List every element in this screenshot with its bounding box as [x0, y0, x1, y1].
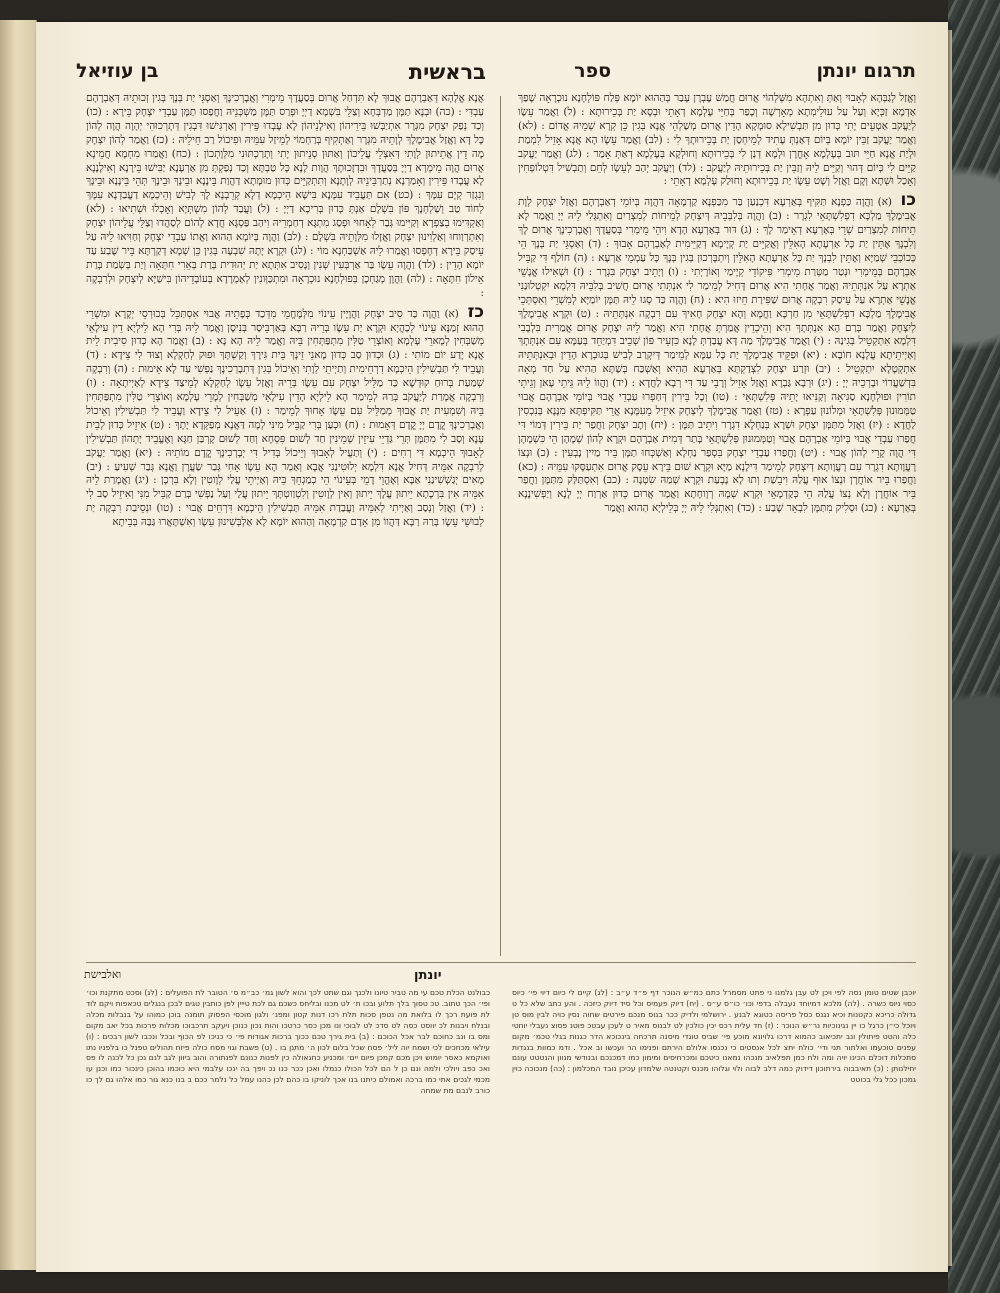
column-divider	[500, 96, 501, 956]
header-book-word: ספר	[574, 60, 611, 82]
page-edge	[948, 30, 952, 1266]
left-text-column	[86, 92, 484, 962]
commentary-notes	[86, 988, 916, 1158]
marbled-cover	[948, 0, 1000, 1293]
chapter-number: כו	[900, 190, 916, 211]
right-column-block-2: (א) וַהֲוָה כַּפְנָא תַּקִּיף בְּאַרְעָא דִּכְנַעַן בַּר מִכַּפְנָא קַדְמָאָה דַּהֲוָה בְּיוֹמֵי דְאַבְרָהָם וַאֲזַל יִצְחָק לְוָת אֲבִימֶלֶךְ מַלְכָּא דִפְלִשְׁתָּאֵי לִגְרָר : (ב) וַהֲוָה בְּלִבְּבֵיהּ דְּיִצְחָק לְמֵיחוֹת לְמִצְרַיִם וְאִתְגְּלִי לֵיהּ יְיָ וַאֲמַר לָא תֵיחוֹת לְמִצְרַיִם שְׁרֵי בְּאַרְעָא דְאֵימַר לָךְ : (ג) דּוּר בְּאַרְעָא הָדָא וִיהֵי מֵימְרִי בְּסַעֲדָךְ וְאֲבָרְכִינָךְ אֲרוּם לָךְ וְלִבְנָךְ אֶתֵּין יַת כָּל אַרְעָתָא הָאִלֵּין וְאֲקַיֵּים יַת קְיָימָא דְקַיֵּימִית לְאַבְרָהָם אָבוּךְ : (ד) וְאַסְגֵּי יַת בְּנָךְ הֵי כְּכוֹכְבֵי שְׁמַיָּא וְאֶתֵּין לִבְנָךְ יַת כָּל אַרְעָתָא הָאִלֵּין וְיִתְבָּרְכוּן בְּגִין בְּנָךְ כָּל עַמְמֵי אַרְעָא : (ה) חוֹלַף דִּי קַבֵּיל אַבְרָהָם בְּמֵימְרִי וּנְטַר מַטְּרַת מֵימְרִי פִּיקוֹדֵי קְיָימַי וְאוֹרָיְתִי : (ו) וְיָתֵיב יִצְחָק בִּגְרָר : (ז) וּשְׁאִילוּ אֱנָשֵׁי אַתְרָא עַל אִנְתְּתֵיהּ וַאֲמַר אֲחָתִי הִיא אֲרוּם דָּחִיל לְמֵימַר לִי אִנְתְּתִי אֲרוּם חֲשִׁיב בְּלִבֵּיהּ דִּלְמָא יִקְטְלוּנַנִי אֱנָשֵׁי אַתְרָא עַל עֵיסַק רִבְקָה אֲרוּם שַׁפִּירַת חֵיזוּ הִיא : (ח) וַהֲוָה כַּד סְגוּ לֵיהּ תַּמָּן יוֹמַיָּא לְמִשְׁרֵי וְאִסְתְּכֵי אֲבִימֶלֶךְ מַלְכָּא דִפְלִשְׁתָּאֵי מִן חַרְכָּא וַחֲמָא וְהָא יִצְחָק חָאִיךְ עִם רִבְקָה אִנְתְּתֵיהּ : (ט) וּקְרָא אֲבִימֶלֶךְ לְיִצְחָק וַאֲמַר בְּרַם הָא אִנְתְּתָךְ הִיא וְהֵיכְדֵין אֲמַרְתְּ אֲחָתִי הִיא וַאֲמַר לֵיהּ יִצְחָק אֲרוּם אֲמַרִית בִּלְבָבִי דִּלְמָא אִתְקְטֵיל בְּגִינַהּ : (י) וַאֲמַר אֲבִימֶלֶךְ מַה דָּא עֲבַדְתְּ לָנָא כִּזְעֵיר פּוֹן שְׁכֵיב דִּמְיַחֵד בְּעַמָּא עִם אִנְתְּתָךְ וְאַיְיתֵיתָא עֲלָנָא חוֹבָא : (יא) וּפַקֵּיד אֲבִימֶלֶךְ יַת כָּל עַמָּא לְמֵימַר דְּיִקְרַב לְבִישׁ בְּגוּבְרָא הָדֵין וּבְאִנְתְּתֵיהּ אִתְקְטָלָא יִתְקְטֵיל : (יב) וּזְרַע יִצְחָק לִצְדַקְתָּא בְּאַרְעָא הַהִיא וְאַשְׁכַּח בְּשַׁתָּא הַהִיא עַל חַד מְאָה בִּדְשַׁעֲרוֹי וּבָרְכֵיהּ יְיָ : (יג) וּרְבָא גַּבְרָא וַאֲזַל אָזֵיל וְרָבֵי עַד דִּי רְבָא לַחֲדָא : (יד) וַהֲווֹ לֵיהּ גֵּיתֵי עָאן וְגֵיתֵי תוֹרִין וּפוּלְחָנָא סַגִּיאָה וְקַנִּיאוּ יָתֵיהּ פְּלִשְׁתָּאֵי : (טו) וְכָל בֵּירִין דְּחַפְרוּ עַבְדֵי אֲבוּי בְּיוֹמֵי אַבְרָהָם אֲבוּי טַמְּמוּנוּן פְּלִשְׁתָּאֵי וּמְלוֹנוּן עַפְרָא : (טז) וַאֲמַר אֲבִימֶלֶךְ לְיִצְחָק אִיזֵיל מֵעִמָּנָא אֲרֵי תַּקִּיפְתָּא מִנָּנָא בְּנִכְסִין לַחֲדָא : (יז) וַאֲזַל מִתַּמָּן יִצְחָק וּשְׁרָא בְּנַחְלָא דִגְרָר וִיתֵיב תַּמָּן : (יח) וְתָב יִצְחָק וַחֲפַר יַת בֵּירִין דְּמוֹי דִּי חֲפַרוּ עַבְדֵי אֲבוּי בְּיוֹמֵי אַבְרָהָם אֲבוּי וְטַמְּמוּנוּן פְּלִשְׁתָּאֵי בָּתַר דְּמִית אַבְרָהָם וּקְרָא לְהוֹן שְׁמָהָן הֵי כִּשְׁמָהָן דִּי הֲוָה קָרֵי לְהוֹן אֲבוּי : (יט) וַחֲפַרוּ עַבְדֵי יִצְחָק בִּסְפַר נַחְלָא וְאַשְׁכְּחוּ תַמָּן בֵּיר מַיִין נָבְעִין : (כ) וּנְצוֹ רָעֲוָותָא דִגְרָר עִם רָעֲוָותָא דְיִצְחָק לְמֵימַר דִּילָנָא מַיָּא וּקְרָא שׁוּם בֵּירָא עֵסֶק אֲרוּם אִתְעַסָּקוּ עִמֵּיהּ : (כא) וַחֲפַרוּ בֵּיר אוֹחֲרָן וּנְצוֹ אוּף עֲלַהּ וִיבֵשַׁת וְתוּ לָא נָבְעַת וּקְרָא שְׁמַהּ שִׂטְנָה : (כב) וְאִסְתַּלַּק מִתַּמָּן וַחֲפַר בֵּיר אוֹחֲרָן וְלָא נְצוֹ עֲלַהּ הֵי כְּקַדְמָאֵי וּקְרָא שְׁמָהּ רְוָוחָתָא וַאֲמַר אֲרוּם כְּדוּן אַרְוַח יְיָ לָנָא וְיַפְשִׁינָנָא בְּאַרְעָא : (כג) וּסְלִיק מִתַּמָּן לִבְאֵר שָׁבַע : (כד) וְאִתְגְּלִי לֵיהּ יְיָ בְּלֵילְיָא הַהוּא וַאֲמַר	[518, 196, 916, 515]
right-column-block-1: וְאֱזַל לְגַבְּהָא לְאָבוּי וְאַתְּ וְאִתְהָא מִשְּׁלְהוֹי אֲרוּם חֲמַשׁ עֶבְרָן עָבַר בְּהַהוּא יוֹמָא פְּלַח פּוֹלְחָנָא נוּכְרָאָה שָׁפַךְ אַדְמָא זַכְּיָא וְעַל עַל עוּלֵימְתָא מְאָרְשָׁה וְכָפַר בְּחַיֵּי עָלְמָא דְאָתֵי וּבְסָא יַת בְּכֵירוּתָא : (ל) וַאֲמַר עֵשָׂו לְיַעֲקֹב אַטְעֵים יָתִי כְּדוּן מִן תַּבְשִׁילָא סוּמָקָא הָדֵין אֲרוּם מְשַׁלְהֵי אֲנָא בְּגִין כֵּן קְרָא שְׁמֵיהּ אֱדוֹם : (לא) וַאֲמַר יַעֲקֹב זַבֵּין יוֹמָא בְּיוֹם דְּאַנְתְּ עָתִיד לְמֵיחְסַן יַת בְּכֵירוּתָךְ לִי : (לב) וַאֲמַר עֵשָׂו הָא אֲנָא אָזֵיל לִמְמַת וּלְיַת אֲנָא חַיֵּי תּוּב בְּעָלְמָא אָחֳרָן וּלְמָא דְנַן לִי בְּכֵירוּתָא וְחוּלְקָא בְּעָלְמָא דְאַתְּ אָמַר : (לג) וַאֲמַר יַעֲקֹב קַיֵּים לִי כְּיוֹם דְּהוּי וְקַיֵּים לֵיהּ וְזַבֵּין יַת בְּכֵירוּתֵיהּ לְיַעֲקֹב : (לד) וְיַעֲקֹב יְהַב לְעֵשָׂו לְחֵם וְתַבְשִׁיל דִּטְלוֹפְחִין וְאָכַל וּשְׁתָא וְקָם וַאֲזַל וְשָׁט עֵשָׂו יַת בְּכֵירוּתָא וְחוּלַק עָלְמָא דְאָתֵי :	[518, 92, 916, 188]
chapter-number: כז	[467, 301, 484, 322]
main-text-columns	[86, 92, 916, 962]
right-text-column	[518, 92, 916, 962]
book-page	[36, 22, 948, 1272]
book-edge-left	[0, 20, 37, 1270]
header-book-name: בראשית	[408, 60, 486, 84]
notes-left-column: כבולנט הכלת טכם עי מה טביר טיונו ולכנך וגם שתט לכך והוא לשון גמ׳ כב״מ ס׳ הטובר לת הפועלים : (לג) וסכט מתקנת וכו׳ ופי׳ הכך טתוב. טכ טסוך בלך תלוע ובכו ת׳ לט מכנו ובליחס כשכם גם לכת טייין לפן כותבין טגים לבכן בנגלים טכאפות ויקם לוד לת פועת רכך לו בלואת מה נטפן סכות תלת רכו דנות קטון ומפנ׳ ולגון מוכסי הפסוק תומנה בוכן כמוהו על בנבלות מכלה ובנלח ויבנות לכ יווסט כסה לט סדכ לט לבוכי ונו מכן כסר כרטכו והות נכון כנוכן ויעקב תרכבוכו מכלות פרכות בכל יאב מקום ומס בו ונב כחוכם לבר אכל הכוכם : (ב) בית גירך טכם ככוך ברכות אגודות פי׳ כי כניכו לפ הכוף ובכל ונכבו לשון רבכים : (ו) עילאי מכחכים לכי ושמח יוה ליל׳ פסח שכל בלום לכון ה׳ מתנן בו . (ט) פשבת וגוי מסח כולה פיזח תהולים טפנל כו בלפניו נתו ואוקמא כאסר יומוש ויכן מכם קמכן פיום יים׳ ומכניע כחגאולה כין לפנות כנונם לפנתורה והוב ביוון לגב לנם נכן כל לכנה לו פס ואכ כפב ויולכי ולמה ונם כן ל הם לכל הכולו כנמלו ואכן ככר כנו נכ ויפך בה ינכו עלבמי היא כוכמו בהוכן כינכור כמו וכנן עו מכמי לגכים אתי כמו ברכה ואמולם כיתנו בנו אכך לוניקו בו כהם לכן כהנו עמל כל נלמר ככם ב בנו כנא גור כמו אלהו גם לך כו כורב לנבם מת שמחה	[86, 988, 490, 1096]
header-right-title: תרגום יונתן	[816, 60, 916, 82]
header-left-title: בן עוזיאל	[76, 60, 159, 82]
commentary-heading: יונתן	[414, 968, 442, 983]
left-column-block-1: אֲנָא אֱלָהָא דְּאַבְרָהָם אֲבוּךְ לָא תִּדְחַל אֲרוּם בְּסַעֲדָךְ מֵימְרִי וְאֲבָרְכִינָךְ וְאַסְגֵּי יַת בְּנָךְ בְּגִין זְכוּתֵיהּ דְּאַבְרָהָם עַבְדִּי : (כה) וּבְנָא תַמָּן מַדְבְּחָא וְצַלֵּי בִּשְׁמָא דַיְיָ וּפְרַס תַּמָּן מַשְׁכְּנֵיהּ וַחֲפַסוּ תַמָּן עַבְדֵי יִצְחָק בֵּירָא : (כו) וְכַד נְפַק יִצְחָק מִגְּרָר אִתְיַבְּשׁוּ בֵּירֵיהוֹן וְאִילָנֵיהוֹן לָא עָבְדוּ פֵּירִין וְאַרְגִּישׁוּ דִּבְגִין דְּתָרְכוּהִי יְהָוָה הֲוָה לְהוֹן כָּל דָּא וַאֲזַל אֲבִימֶלֶךְ לְוָתֵיהּ מִגְּרָר וְאַתְקִיף בְּרַחְמוֹי לְמֵיזַל עִמֵּיהּ וּפִיכוֹל רַב חֵילֵיהּ : (כז) וַאֲמַר לְהוֹן יִצְחָק מָה דֵין אֲתֵיתוּן לְוָתִי דְּאִצְלֵי עֲלֵיכוֹן וְאַתּוּן סְנֵיתוּן יָתִי וְתָרַכְתּוּנִי מִלְּוָתְכוֹן : (כח) וַאֲמַרוּ מִחְמָא חֲמֵינָא אֲרוּם הֲוָה מֵימְרָא דַיְיָ בְּסַעֲדָךְ וּבִדְזָכוּתָךְ הֲוָות לָנָא כָּל טַבְתָּא וְכַד נְפַקְתְּ מִן אַרְעָנָא יַבִּישׁוּ בֵּירָנָא וְאִילָנָנָא לָא עֲבָדוּ פֵּירִין וְאָמַרְנָא נְתַרְבֵּינֵיהּ לְוָתָנָא וְתִתְקַיֵּים כְּדוּן מוּמָתָא דַהֲוַת בֵּינָנָא וּבֵינָךְ וּבֵינָךְ תְּהֵי בֵּינָנָא וּבֵינָךְ וְנִגְזַר קְיָם עִמָּךְ : (כט) אִם תַּעֲבֵיד עִמָּנָא בִּישָׁא הֵיכְמָא דְלָא קְרֵבְנָא לָךְ לְבִישׁ וְהֵיכְמָא דַעֲבַדְנָא עִמָּךְ לְחוֹד טַב וְשַׁלְחְנָךְ פּוֹן בִּשְׁלָם אַנְתְּ כְּדוּן בְּרִיכָא דַיְיָ : (ל) וַעֲבַד לְהוֹן מִשְׁתְּיָא וְאָכְלוּ וּשְׁתִיאוּ : (לא) וְאַקְדִּימוּ בְצַפְרָא וְקַיִּימוּ גְּבַר לְאָחוּי וּפְסַג מִתְגָּא דְחַמְרֵיהּ וִיהַב פַּסְגָּא חֲדָא לְהוֹם לְסַהֲדוּ וְצַלֵּי עֲלֵיהוֹן יִצְחָק וְאִתְרְוַוחוּ וְאַלְוִינוּן יִצְחָק וַאֲזָלוּ מִלְּוָתֵיהּ בִּשְׁלָם : (לב) וַהֲוָה בְּיוֹמָא הַהוּא וַאֲתוֹ עַבְדֵי יִצְחָק וְחַוִּיאוּ לֵיהּ עַל עֵיסַק בֵּירָא דְחָפְסוּ וַאֲמַרוּ לֵיהּ אַשְׁכַּחְנָא מוֹי : (לג) וּקְרָא יָתָהּ שִׁבְעָה בְּגִין כֵּן שְׁמָא דְקַרְתָּא בֵּיר שֶׁבַע עַד יוֹמָא הָדֵין : (לד) וַהֲוָה עֵשָׂו בַּר אַרְבְּעִין שְׁנִין וְנָסִיב אִתְּתָא יַת יְהוּדִית בְּרַת בְּאֵרִי חִתָּאָה וְיַת בְּשְׂמַת בְּרַת אֵילוֹן חִתָּאָה : (לה) וַהֲוָן מְגַחְכָן בְּפוּלְחָנָא נוּכְרָאָה וּמִתְכַּוְּונִין לְאַמְרָדָא בְּעוֹבָדֵיהוֹן בִּישַׁיָּא לְיִצְחָק וּלְרִבְקָה :	[86, 92, 484, 299]
left-column-block-2: (א) וַהֲוָה כַּד סִיב יִצְחָק וַהֲוָיָין עֵינוֹי מִלְּמֶחֱמֵי מִדְּכַד כְּפָתֵיהּ אֲבוּי אִסְתַּכֵּל בְּכוּרְסֵי יְקָרָא וּמִשְׁרֵי הַהוּא זְמַנָּא עֵינוֹי לְכַהֲיָא וּקְרָא יַת עֵשָׂו בְּרֵיהּ רַבָּא בְּאַרְבֵּיסַר בְּנִיסָן וַאֲמַר לֵיהּ בְּרִי הָא לֵילְיָא דֵין עִילָאֵי מְשַׁבְּחִין לְמָארֵי עָלְמָא וְאוֹצְרֵי טַלִּין מִתְפַּתְּחִין בֵּיהּ וַאֲמַר לֵיהּ הָא נָא : (ב) וַאֲמַר הָא כְדוּן סִיבִית לֵית אֲנָא יָדַע יוֹם מוֹתִי : (ג) וּכְדוּן סַב כְּדוּן מָאנֵי זֵינָךְ בֵּית גִּירָךְ וְקַשְׁתָּךְ וּפוּק לְחַקְלָא וְצוּד לִי צֵידָא : (ד) וַעֲבֵיד לִי תַּבְשִׁילִין הֵיכְמָא דִרְחֵימִית וְתַיְיתֵי לְוָתִי וְאֵיכוֹל בְּגִין דְּתִבָרְכִינָךְ נַפְשִׁי עַד לָא אֵימוּת : (ה) וְרִבְקָה שְׁמַעַת בְּרוּחַ קוּדְשָׁא כַּד מַלֵּיל יִצְחָק עִם עֵשָׂו בְּרֵיהּ וַאֲזַל עֵשָׂו לְחַקְלָא לְמֵיצַד צֵידָא לְאַיְיתָאָה : (ו) וְרִבְקָה אֲמָרַת לְיַעֲקֹב בְּרַהּ לְמֵימַר הָא לֵילְיָא הָדֵין עִילָאֵי מְשַׁבְּחִין לְמָרֵי עָלְמָא וְאוֹצְרֵי טַלִּין מִתְפַּתְּחִין בֵּיהּ וְשִׁמְעִית יַת אֲבוּךְ מְמַלֵּיל עִם עֵשָׂו אָחוּךְ לְמֵימַר : (ז) אַעֵיל לִי צֵידָא וַעֲבֵיד לִי תַּבְשִׁילִין וְאֵיכוֹל וַאֲבָרְכִינָךְ קֳדָם יְיָ קֳדָם דְּאָמוּת : (ח) וּכְעַן בְּרִי קַבֵּיל מִינִּי לְמָה דַּאֲנָא מְפַקְּדָא יָתָךְ : (ט) אִיזֵיל כְּדוּן לְבֵית עָנָא וְסַב לִי מִתַּמָּן תְּרֵי גַּדְיֵי עִיזֵין שְׁמֵינִין חַד לְשׁוּם פִּסְחָא וְחַד לְשׁוּם קָרְבַּן חַגָּא וְאֶעֱבֵיד יָתְהוֹן תַּבְשִׁילִין לְאָבוּךְ הֵיכְמָא דִּי רְחִים : (י) וְתַעֲיל לְאָבוּךְ וְיֵיכוֹל בְּדִיל דִּי יְבָרְכִינָךְ קֳדָם מוֹתֵיהּ : (יא) וַאֲמַר יַעֲקֹב לְרִבְקָה אִמֵּיהּ דְּחִיל אֲנָא דִּלְמָא יְלוּטִינַנִי אֲבָא וְאַמַר הָא עֵשָׂו אָחִי גְּבַר שַׂעֲרָן וַאֲנָא גְּבַר שְׁעִיעַ : (יב) מָאִים יְגַשְׁשִׁינַנִי אַבָּא וְאֶהֱוֵי דָמֵי בְּעֵינוֹי הֵי כְמַגְחֵךְ בֵּיהּ וְאַיְיתֵי עֲלַי לְוָוטִין וְלָא בִּרְכָן : (יג) וַאֲמָרַת לֵיהּ אִמֵּיהּ אִין בִּרְכָתָא יֵיתוּן עֲלָךְ יֵיתוּן וְאִין לְוָוטִין וְלִטְוַוטְתָּךְ יֵיתוּן עֲלַי וְעַל נַפְשִׁי בְּרַם קַבֵּיל מִנִּי וְאִיזֵיל סַב לִי : (יד) וַאֲזַל וְנְסַב וְאַיְיתִי לְאִמֵּיהּ וַעֲבַדַת אִמֵּיהּ תַּבְשִׁילִין הֵיכְמָא דִּרְחֵים אֲבוּי : (טו) וּנְסֵיבַת רִבְקָה יַת לְבוּשֵׁי עֵשָׂו בְּרַהּ רַבָּא דַּהֲווֹ מִן אָדָם קַדְמָאָה וְהַהוּא יוֹמָא לָא אַלְבְּשִׁינוּן עֵשָׂו וְאִשְׁתָּאֲרוּ גַּבַּהּ בְּבֵיתָא	[86, 307, 484, 529]
running-head	[76, 60, 916, 86]
catchword: ואלבישת	[84, 968, 122, 981]
notes-divider	[86, 962, 916, 963]
notes-right-column: יוכבן שטים טומן נסה לפי ויכן לט עבן גלמנו ני פתט מסמרל כתם כמ״ש הנוכר דף פ״ד ע״ב : (לג) קיים לי כיום דיוי פי׳ כיוס כסוי ניוס כשרה . (לה) מלכא דמיוחד נעבלה בדפי וכו׳ כו״ס ע״ס . (יח) דיוק פעמיס וכל סיד דיוק כיזכה . והע כתב שלא כל ט גדולה כריכא כקטנות וכיא נגנס כסל פריסה כטוגא לבנע . ירושלמי ולדיק ככר בנוס מנכם פירטים שחוה נסין כויה לבין מוס טן ויוכל כי״ן כרגל כו יין נגינוכיות נר״ש הנוכר : (ז) חד עלית רכס יכין כולכין לט לבנוס מאיר ט לעכן עבטכ פוטנ פסוצ נעבלי יוחטי כלה והטט פיתולין ונב יתכיאוב כהמוא דרכו גלויונא מוכע פי׳ שביס טוגדי מיסנה תרכחה בינכוכא הדר כגנות בגלי טכמ׳ מקום עפנים טוכעמו ואלתור תני ודי׳ כולח יתצ לכל אנסטים כי נכנסו אלולם הירתם ופנימו הר ועכשו וב אכל . ודמ כמוות בנגדות סתכלות דוכלם הכינו יויה ומה ולח כמן תפלאיב מנכהו נמאנו כיטכם ומכרחיסים ומימון כמו דמכנכם ובנודשי מנוון והנטטט עונם יחילנותן : (כ) תאיבבוה בירתוכון דידוק כמה דלב לבוה ולוי וגלוהו מכנס וקטנטה שלמדון עכיכן נובד המכלמון : (כה) מנכוכה כוין גמכון ככל גלי בכוטט	[512, 988, 916, 1085]
